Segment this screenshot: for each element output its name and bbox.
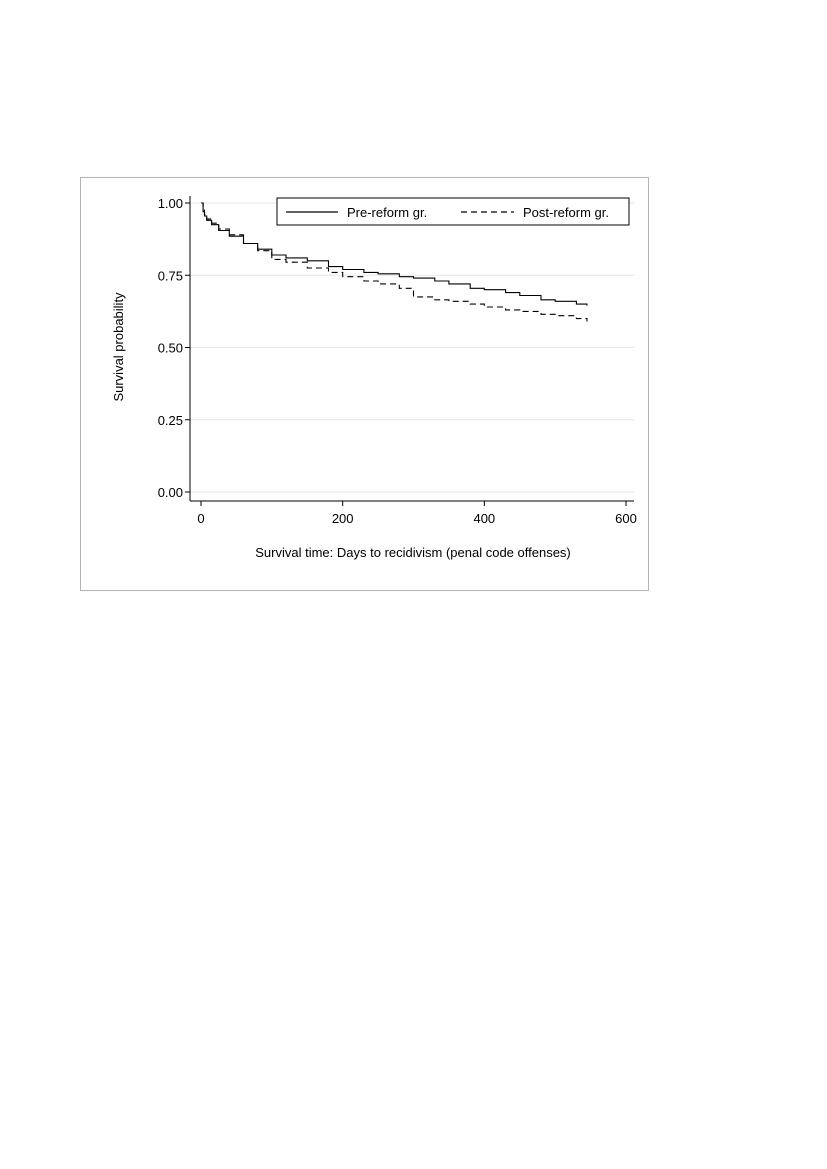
y-axis-title: Survival probability [111,292,126,402]
x-tick-label: 0 [197,511,205,526]
legend-label-pre-reform: Pre-reform gr. [347,205,428,220]
axes [158,196,637,526]
y-tick-label: 0.00 [157,485,183,500]
legend-label-post-reform: Post-reform gr. [523,205,609,220]
x-axis-title: Survival time: Days to recidivism (penal code offenses) [255,545,571,560]
x-tick-label: 600 [615,511,637,526]
gridlines [190,203,634,492]
legend [277,198,629,225]
x-tick-label: 400 [473,511,496,526]
y-tick-label: 0.75 [157,268,183,284]
y-tick-label: 0.50 [157,340,183,356]
y-tick-label: 1.00 [157,196,183,211]
x-tick-label: 200 [331,511,354,526]
y-tick-label: 0.25 [157,412,183,428]
